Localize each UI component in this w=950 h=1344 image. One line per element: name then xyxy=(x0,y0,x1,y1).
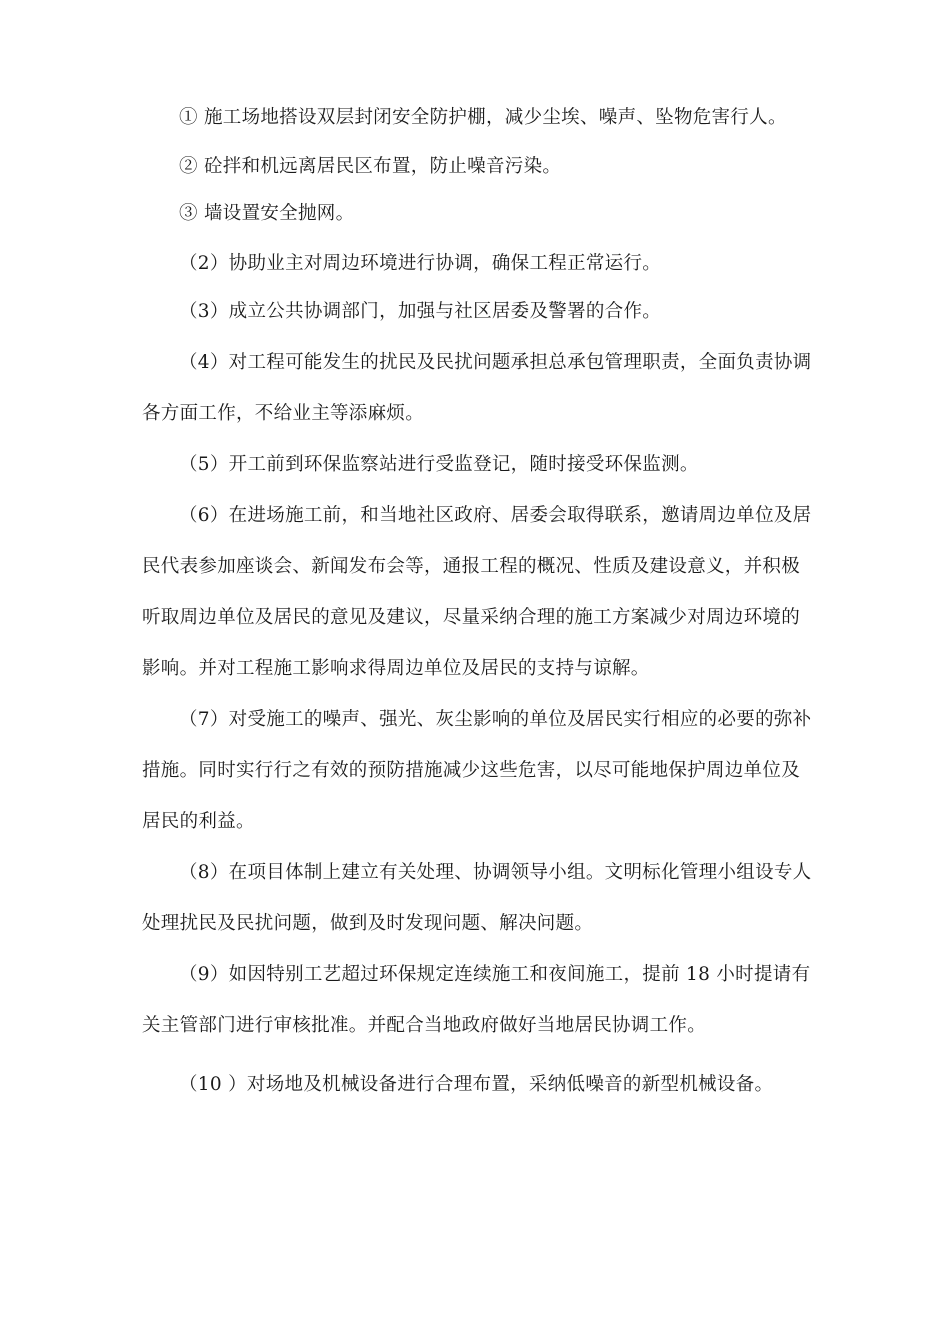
paragraph-3: （3）成立公共协调部门，加强与社区居委及警署的合作。 xyxy=(179,301,662,322)
document-body xyxy=(142,104,818,1110)
paragraph-item-2: ② 砼拌和机远离居民区布置，防止噪音污染。 xyxy=(179,156,562,177)
paragraph-item-3: ③ 墙设置安全抛网。 xyxy=(179,203,355,224)
paragraph-8: （8）在项目体制上建立有关处理、协调领导小组。文明标化管理小组设专人处理扰民及民扰问题，做到及时发现问题、解决问题。 xyxy=(142,862,812,934)
paragraph-item-1: ① 施工场地搭设双层封闭安全防护棚，减少尘埃、噪声、坠物危害行人。 xyxy=(179,107,787,128)
paragraph-7: （7）对受施工的噪声、强光、灰尘影响的单位及居民实行相应的必要的弥补措施。同时实行行之有效的预防措施减少这些危害，以尽可能地保护周边单位及居民的利益。 xyxy=(142,709,812,832)
paragraph-9: （9）如因特别工艺超过环保规定连续施工和夜间施工，提前 18 小时提请有关主管部门进行审核批准。并配合当地政府做好当地居民协调工作。 xyxy=(142,964,811,1036)
paragraph-2: （2）协助业主对周边环境进行协调，确保工程正常运行。 xyxy=(179,253,662,274)
paragraph-5: （5）开工前到环保监察站进行受监登记，随时接受环保监测。 xyxy=(179,454,699,475)
paragraph-6: （6）在进场施工前，和当地社区政府、居委会取得联系，邀请周边单位及居民代表参加座谈会、新闻发布会等，通报工程的概况、性质及建设意义，并积极听取周边单位及居民的意见及建议，尽量采纳合理的施工方案减少对周边环境的影响。并对工程施工影响求得周边单位及居民的支持与谅解。 xyxy=(142,505,812,679)
paragraph-4: （4）对工程可能发生的扰民及民扰问题承担总承包管理职责，全面负责协调各方面工作，不给业主等添麻烦。 xyxy=(142,352,812,424)
paragraph-10: （10 ）对场地及机械设备进行合理布置，采纳低噪音的新型机械设备。 xyxy=(179,1074,774,1095)
